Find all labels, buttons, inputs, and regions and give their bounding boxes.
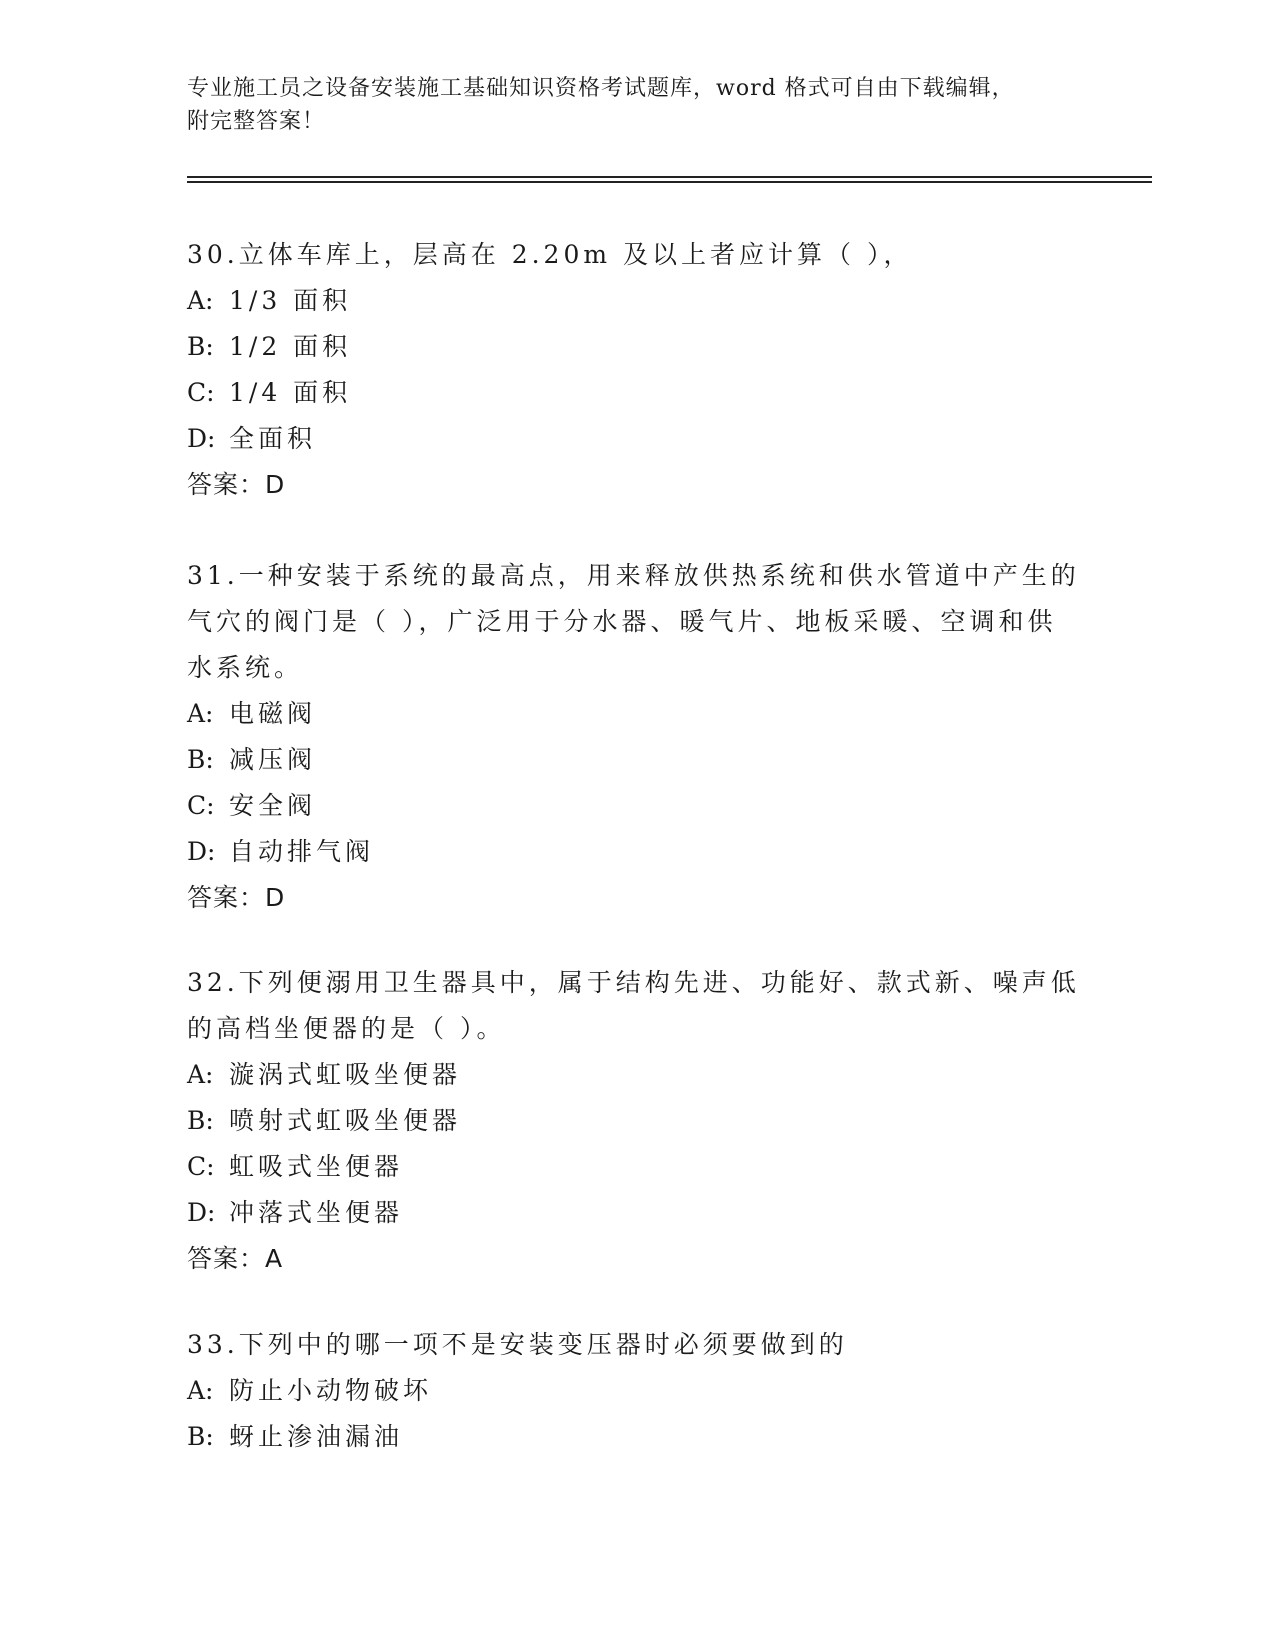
answer-line: 答案：A xyxy=(187,1244,284,1273)
header-divider xyxy=(187,176,1152,178)
option-letter: B: xyxy=(187,1422,214,1451)
option-letter: A: xyxy=(187,1376,214,1405)
option-c xyxy=(187,783,1087,829)
option-letter: D: xyxy=(187,837,216,866)
option-c xyxy=(187,1144,1087,1190)
option-text: 漩涡式虹吸坐便器 xyxy=(229,1060,462,1089)
question-stem: 33.下列中的哪一项不是安装变压器时必须要做到的 xyxy=(187,1330,848,1359)
option-text: 冲落式坐便器 xyxy=(229,1198,404,1227)
option-text: 自动排气阀 xyxy=(229,837,375,866)
option-a xyxy=(187,1368,1087,1414)
option-text: 减压阀 xyxy=(229,745,317,774)
option-b xyxy=(187,324,1087,370)
option-text: 喷射式虹吸坐便器 xyxy=(229,1106,462,1135)
question-stem-line: 的高档坐便器的是（ ）。 xyxy=(187,1014,506,1043)
answer-line: 答案：D xyxy=(187,470,286,499)
option-a xyxy=(187,1052,1087,1098)
option-text: 电磁阀 xyxy=(229,699,317,728)
option-text: 虹吸式坐便器 xyxy=(229,1152,404,1181)
answer-line: 答案：D xyxy=(187,883,286,912)
question-stem: 30.立体车库上，层高在 2.20m 及以上者应计算（ ）， xyxy=(187,240,913,269)
option-b xyxy=(187,1414,1087,1460)
option-letter: C: xyxy=(187,1152,215,1181)
option-a xyxy=(187,691,1087,737)
option-text: 蚜止渗油漏油 xyxy=(229,1422,404,1451)
option-letter: B: xyxy=(187,745,214,774)
option-letter: D: xyxy=(187,424,216,453)
question-stem-line: 31.一种安装于系统的最高点，用来释放供热系统和供水管道中产生的 xyxy=(187,561,1080,590)
option-b xyxy=(187,1098,1087,1144)
option-text: 1/3 面积 xyxy=(229,286,352,315)
header-line: 附完整答案！ xyxy=(187,109,326,134)
option-c xyxy=(187,370,1087,416)
option-text: 防止小动物破坏 xyxy=(229,1376,433,1405)
document-header xyxy=(187,72,1087,138)
header-divider xyxy=(187,181,1152,183)
question-32 xyxy=(187,960,1087,1282)
option-letter: D: xyxy=(187,1198,216,1227)
option-d xyxy=(187,829,1087,875)
option-letter: A: xyxy=(187,699,214,728)
option-letter: A: xyxy=(187,1060,214,1089)
option-letter: A: xyxy=(187,286,214,315)
option-text: 全面积 xyxy=(229,424,317,453)
option-d xyxy=(187,1190,1087,1236)
header-line: 专业施工员之设备安装施工基础知识资格考试题库，word 格式可自由下载编辑， xyxy=(187,76,1015,101)
question-stem-line: 32.下列便溺用卫生器具中，属于结构先进、功能好、款式新、噪声低 xyxy=(187,968,1080,997)
option-b xyxy=(187,737,1087,783)
option-letter: C: xyxy=(187,378,215,407)
option-text: 1/2 面积 xyxy=(229,332,352,361)
option-letter: B: xyxy=(187,332,214,361)
option-letter: C: xyxy=(187,791,215,820)
question-30 xyxy=(187,232,1087,508)
option-a xyxy=(187,278,1087,324)
option-text: 安全阀 xyxy=(229,791,317,820)
question-stem-line: 气穴的阀门是（ ），广泛用于分水器、暖气片、地板采暖、空调和供 xyxy=(187,607,1057,636)
question-33 xyxy=(187,1322,1087,1460)
option-d xyxy=(187,416,1087,462)
question-31 xyxy=(187,553,1087,921)
question-stem-line: 水系统。 xyxy=(187,653,304,682)
option-letter: B: xyxy=(187,1106,214,1135)
option-text: 1/4 面积 xyxy=(229,378,352,407)
